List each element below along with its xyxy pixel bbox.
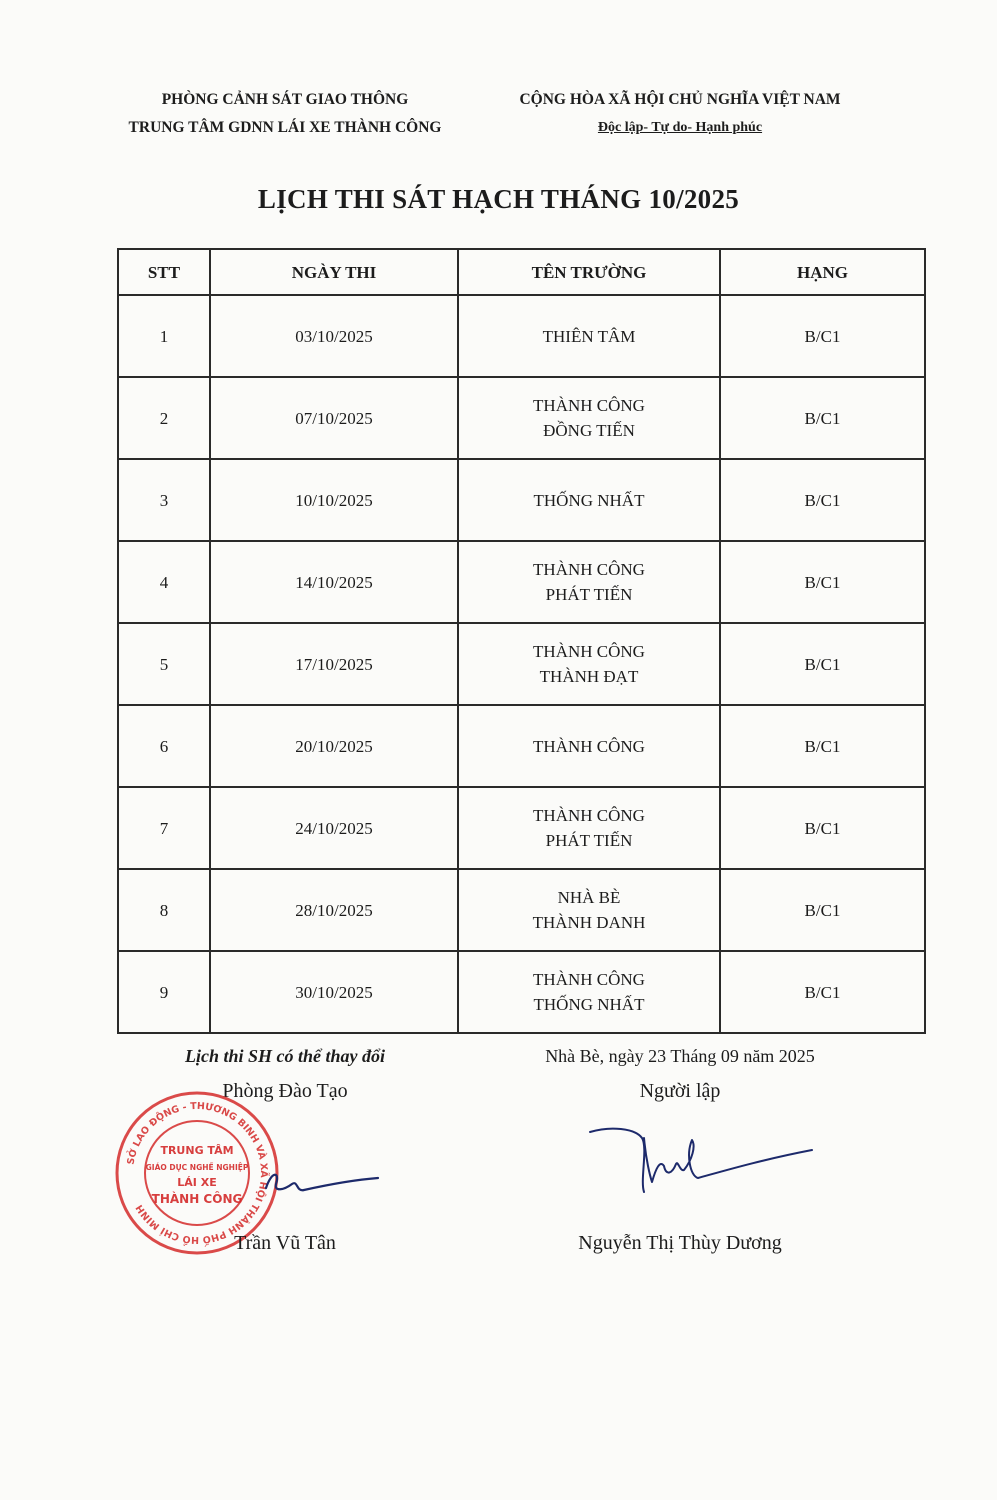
school-name-line-1: NHÀ BÈ — [557, 888, 621, 907]
preparer-title: Người lập — [639, 1080, 721, 1102]
table-row — [118, 295, 925, 377]
cell-rank: B/C1 — [720, 787, 925, 869]
header-country: CỘNG HÒA XÃ HỘI CHỦ NGHĨA VIỆT NAM — [519, 91, 841, 108]
header-national — [490, 86, 870, 142]
cell-rank: B/C1 — [720, 541, 925, 623]
cell-rank: B/C1 — [720, 377, 925, 459]
column-header-rank: HẠNG — [720, 249, 925, 295]
svg-text:THÀNH CÔNG: THÀNH CÔNG — [151, 1192, 243, 1206]
cell-rank: B/C1 — [720, 869, 925, 951]
place-and-date: Nhà Bè, ngày 23 Tháng 09 năm 2025 — [545, 1046, 815, 1066]
column-header-date: NGÀY THI — [210, 249, 458, 295]
svg-text:SỞ LAO ĐỘNG - THƯƠNG BINH VÀ X: SỞ LAO ĐỘNG - THƯƠNG BINH VÀ XÃ HỘI THÀNH PHỐ HỒ CHÍ MINH — [125, 1100, 270, 1246]
column-header-stt: STT — [118, 249, 210, 295]
schedule-change-note: Lịch thi SH có thể thay đổi — [184, 1046, 385, 1066]
cell-school — [458, 951, 720, 1033]
school-name-line-1: THÀNH CÔNG — [533, 736, 645, 756]
table-row — [118, 869, 925, 951]
cell-stt: 2 — [118, 377, 210, 459]
cell-exam-date: 24/10/2025 — [210, 787, 458, 869]
school-name-line-2: PHÁT TIẾN — [545, 831, 633, 850]
school-name-line-1: THÀNH CÔNG — [533, 806, 645, 825]
school-name-line-1: THÀNH CÔNG — [533, 642, 645, 661]
cell-school — [458, 623, 720, 705]
director-signature — [262, 1150, 382, 1210]
school-name-line-1: THÀNH CÔNG — [533, 560, 645, 579]
cell-exam-date: 17/10/2025 — [210, 623, 458, 705]
cell-rank: B/C1 — [720, 951, 925, 1033]
svg-text:LÁI XE: LÁI XE — [177, 1176, 217, 1189]
table-row — [118, 377, 925, 459]
preparer-signature — [580, 1120, 820, 1210]
header-organization — [95, 86, 475, 142]
school-name-line-2: THÀNH DANH — [532, 913, 646, 932]
school-name-line-1: THỐNG NHẤT — [533, 490, 645, 510]
table-row — [118, 951, 925, 1033]
school-name-line-1: THIÊN TÂM — [542, 326, 636, 346]
table-row — [118, 541, 925, 623]
table-row — [118, 623, 925, 705]
table-row — [118, 787, 925, 869]
svg-text:GIÁO DỤC NGHỀ NGHIỆP: GIÁO DỤC NGHỀ NGHIỆP — [145, 1163, 249, 1172]
cell-school — [458, 705, 720, 787]
cell-school — [458, 459, 720, 541]
school-name-line-2: THÀNH ĐẠT — [539, 667, 639, 686]
table-row — [118, 705, 925, 787]
school-name-line-2: PHÁT TIẾN — [545, 585, 633, 604]
school-name-line-1: THÀNH CÔNG — [533, 970, 645, 989]
cell-school — [458, 295, 720, 377]
director-name: Trần Vũ Tân — [234, 1232, 336, 1254]
cell-rank: B/C1 — [720, 623, 925, 705]
cell-exam-date: 07/10/2025 — [210, 377, 458, 459]
school-name-line-1: THÀNH CÔNG — [533, 396, 645, 415]
cell-stt: 8 — [118, 869, 210, 951]
cell-exam-date: 14/10/2025 — [210, 541, 458, 623]
cell-school — [458, 377, 720, 459]
training-department-label: Phòng Đào Tạo — [222, 1080, 348, 1102]
cell-stt: 9 — [118, 951, 210, 1033]
cell-exam-date: 30/10/2025 — [210, 951, 458, 1033]
cell-exam-date: 28/10/2025 — [210, 869, 458, 951]
cell-stt: 1 — [118, 295, 210, 377]
table-row — [118, 459, 925, 541]
cell-stt: 4 — [118, 541, 210, 623]
column-header-school: TÊN TRƯỜNG — [458, 249, 720, 295]
header-motto: Độc lập- Tự do- Hạnh phúc — [597, 120, 763, 135]
school-name-line-2: THỐNG NHẤT — [533, 995, 645, 1014]
cell-stt: 5 — [118, 623, 210, 705]
cell-school — [458, 869, 720, 951]
cell-rank: B/C1 — [720, 705, 925, 787]
svg-text:TRUNG TÂM: TRUNG TÂM — [160, 1144, 234, 1157]
cell-exam-date: 03/10/2025 — [210, 295, 458, 377]
cell-school — [458, 541, 720, 623]
cell-stt: 7 — [118, 787, 210, 869]
cell-exam-date: 20/10/2025 — [210, 705, 458, 787]
school-name-line-2: ĐỒNG TIẾN — [543, 421, 635, 440]
cell-stt: 6 — [118, 705, 210, 787]
header-police-dept: PHÒNG CẢNH SÁT GIAO THÔNG — [161, 91, 409, 108]
header-training-center: TRUNG TÂM GDNN LÁI XE THÀNH CÔNG — [128, 119, 442, 136]
exam-schedule-table — [117, 248, 926, 1034]
cell-school — [458, 787, 720, 869]
cell-stt: 3 — [118, 459, 210, 541]
cell-rank: B/C1 — [720, 295, 925, 377]
cell-exam-date: 10/10/2025 — [210, 459, 458, 541]
preparer-name: Nguyễn Thị Thùy Dương — [578, 1232, 782, 1254]
document-title: LỊCH THI SÁT HẠCH THÁNG 10/2025 — [257, 184, 740, 214]
table-header-row — [118, 249, 925, 295]
cell-rank: B/C1 — [720, 459, 925, 541]
